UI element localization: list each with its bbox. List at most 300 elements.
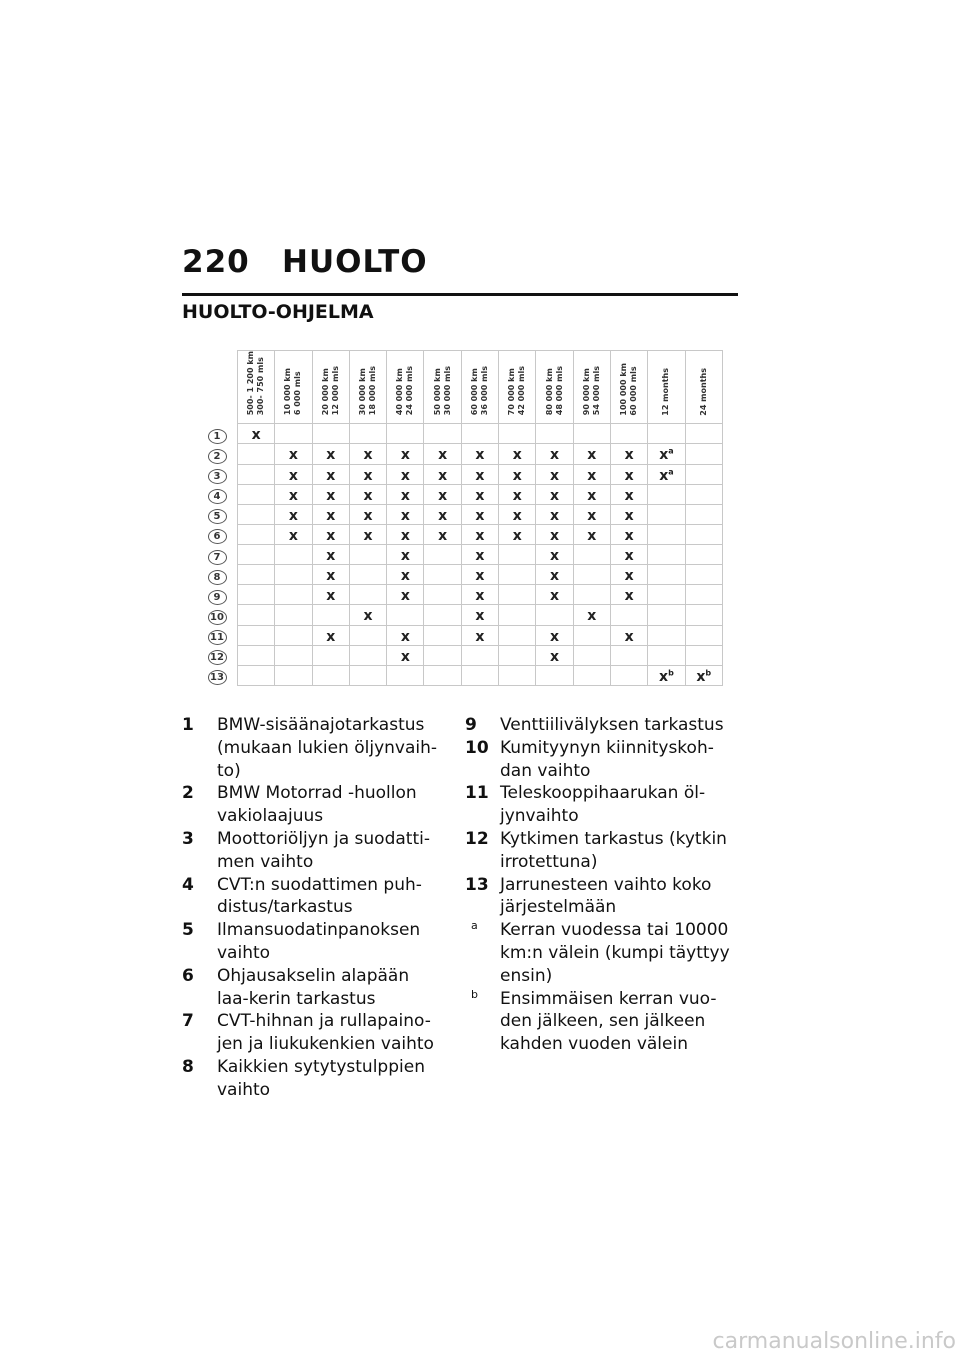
table-row bbox=[197, 645, 723, 665]
table-cell bbox=[349, 464, 386, 484]
table-cell bbox=[275, 665, 312, 685]
table-cell bbox=[387, 605, 424, 625]
check-mark: x bbox=[624, 548, 634, 565]
column-header-label: 60 000 km 36 000 mls bbox=[469, 366, 489, 416]
check-mark: x bbox=[624, 628, 634, 645]
check-mark: x bbox=[438, 447, 448, 464]
table-cell bbox=[648, 484, 685, 504]
table-cell bbox=[461, 585, 498, 605]
column-header bbox=[238, 351, 275, 424]
table-cell bbox=[312, 444, 349, 464]
table-cell bbox=[685, 545, 722, 565]
table-cell bbox=[461, 444, 498, 464]
table-cell bbox=[610, 645, 647, 665]
legend-item bbox=[465, 874, 735, 920]
table-cell bbox=[424, 565, 461, 585]
row-label bbox=[197, 565, 238, 585]
legend-text: Kerran vuodessa tai 10000 km:n välein (kumpi täyttyy ensin) bbox=[500, 920, 730, 986]
check-mark: x bbox=[587, 507, 597, 524]
check-mark: x bbox=[512, 487, 522, 504]
footer-watermark: carmanualsonline.info bbox=[712, 1329, 956, 1354]
row-label bbox=[197, 665, 238, 685]
legend-number: 4 bbox=[182, 874, 194, 895]
legend-text: CVT:n suodattimen puh-distus/tarkastus bbox=[217, 874, 422, 918]
check-mark: x bbox=[400, 447, 410, 464]
legend-number: 13 bbox=[465, 874, 489, 895]
check-mark: x bbox=[624, 487, 634, 504]
table-cell bbox=[349, 504, 386, 524]
table-cell bbox=[536, 444, 573, 464]
legend-number: 2 bbox=[182, 783, 194, 804]
table-cell bbox=[387, 545, 424, 565]
check-mark: x bbox=[624, 447, 634, 464]
table-cell bbox=[312, 585, 349, 605]
check-mark: x bbox=[587, 447, 597, 464]
table-cell bbox=[387, 424, 424, 444]
table-cell bbox=[461, 524, 498, 544]
table-cell bbox=[349, 665, 386, 685]
table-cell bbox=[349, 645, 386, 665]
table-cell bbox=[610, 524, 647, 544]
table-cell bbox=[424, 424, 461, 444]
table-cell bbox=[685, 625, 722, 645]
column-header-label: 24 months bbox=[698, 367, 708, 416]
check-mark: x bbox=[288, 527, 298, 544]
check-mark: x bbox=[363, 447, 373, 464]
row-number-badge: 1 bbox=[208, 429, 227, 444]
check-mark: x bbox=[475, 487, 485, 504]
table-cell bbox=[312, 625, 349, 645]
row-number-badge: 7 bbox=[208, 550, 227, 565]
check-mark: $x^b$ bbox=[696, 668, 712, 685]
check-mark: x bbox=[624, 568, 634, 585]
legend-number: 1 bbox=[182, 715, 194, 735]
table-cell bbox=[573, 605, 610, 625]
table-cell bbox=[610, 484, 647, 504]
legend-text: Kumityynyn kiinnityskoh-dan vaihto bbox=[500, 737, 714, 781]
table-cell bbox=[685, 605, 722, 625]
column-header-label: 90 000 km 54 000 mls bbox=[581, 366, 601, 416]
check-mark: x bbox=[624, 507, 634, 524]
check-mark: x bbox=[624, 467, 634, 484]
legend-item bbox=[182, 1056, 440, 1102]
section-title: HUOLTO-OHJELMA bbox=[182, 301, 374, 323]
column-header-label: 30 000 km 18 000 mls bbox=[358, 366, 378, 416]
table-cell bbox=[573, 565, 610, 585]
legend-left-column bbox=[182, 714, 440, 1102]
table-cell bbox=[424, 645, 461, 665]
legend-item bbox=[465, 828, 735, 874]
check-mark: x bbox=[326, 527, 336, 544]
table-cell bbox=[275, 424, 312, 444]
column-header bbox=[648, 351, 685, 424]
row-number-badge: 12 bbox=[208, 650, 227, 665]
check-mark: x bbox=[550, 507, 560, 524]
table-cell bbox=[312, 605, 349, 625]
check-mark: x bbox=[363, 608, 373, 625]
table-cell bbox=[499, 545, 536, 565]
check-mark: x bbox=[251, 427, 261, 444]
check-mark: x bbox=[288, 447, 298, 464]
row-label bbox=[197, 585, 238, 605]
table-cell bbox=[275, 464, 312, 484]
table-cell bbox=[238, 645, 275, 665]
table-cell bbox=[499, 565, 536, 585]
table-cell bbox=[238, 484, 275, 504]
table-cell bbox=[238, 625, 275, 645]
table-cell bbox=[461, 625, 498, 645]
table-cell bbox=[349, 625, 386, 645]
table-row bbox=[197, 444, 723, 464]
column-header-label: 40 000 km 24 000 mls bbox=[395, 366, 415, 416]
table-cell bbox=[648, 605, 685, 625]
legend-number: 12 bbox=[465, 828, 489, 849]
header-rule bbox=[182, 293, 738, 296]
table-cell bbox=[387, 524, 424, 544]
table-cell bbox=[312, 484, 349, 504]
table-cell bbox=[312, 424, 349, 444]
column-header-label: 50 000 km 30 000 mls bbox=[432, 366, 452, 416]
legend-item bbox=[465, 782, 735, 828]
column-header bbox=[387, 351, 424, 424]
legend-item bbox=[182, 782, 440, 828]
table-cell bbox=[238, 665, 275, 685]
column-header-label: 12 months bbox=[661, 367, 671, 416]
table-cell bbox=[573, 424, 610, 444]
table-cell bbox=[387, 504, 424, 524]
table-cell bbox=[238, 585, 275, 605]
table-cell bbox=[499, 665, 536, 685]
check-mark: x bbox=[587, 487, 597, 504]
table-cell bbox=[275, 585, 312, 605]
table-cell bbox=[610, 605, 647, 625]
check-mark: x bbox=[438, 507, 448, 524]
legend-item bbox=[465, 988, 735, 1056]
table-cell bbox=[499, 625, 536, 645]
check-mark: x bbox=[363, 527, 373, 544]
table-cell bbox=[648, 585, 685, 605]
row-label bbox=[197, 645, 238, 665]
legend-text: Kaikkien sytytystulppien vaihto bbox=[217, 1056, 425, 1100]
row-label bbox=[197, 545, 238, 565]
table-cell bbox=[573, 444, 610, 464]
table-cell bbox=[424, 524, 461, 544]
check-mark: x bbox=[288, 467, 298, 484]
column-header bbox=[610, 351, 647, 424]
table-cell bbox=[461, 545, 498, 565]
legend-number: 3 bbox=[182, 828, 194, 849]
table-cell bbox=[275, 444, 312, 464]
table-cell bbox=[573, 585, 610, 605]
table-cell bbox=[573, 545, 610, 565]
column-header bbox=[424, 351, 461, 424]
table-cell bbox=[424, 585, 461, 605]
column-header bbox=[349, 351, 386, 424]
legend-item bbox=[182, 1010, 440, 1056]
table-cell bbox=[349, 585, 386, 605]
table-cell bbox=[536, 484, 573, 504]
check-mark: x bbox=[512, 507, 522, 524]
check-mark: x bbox=[326, 588, 336, 605]
column-header bbox=[685, 351, 722, 424]
legend-item bbox=[465, 919, 735, 987]
legend-text: BMW-sisäänajotarkastus (mukaan lukien öljynvaih-to) bbox=[217, 715, 438, 781]
table-row bbox=[197, 545, 723, 565]
table-cell bbox=[499, 484, 536, 504]
maintenance-schedule-table bbox=[197, 350, 723, 686]
check-mark: x bbox=[550, 447, 560, 464]
table-cell bbox=[349, 484, 386, 504]
check-mark: x bbox=[550, 487, 560, 504]
table-cell bbox=[536, 464, 573, 484]
table-cell bbox=[387, 444, 424, 464]
legend-item bbox=[182, 874, 440, 920]
table-cell bbox=[424, 605, 461, 625]
legend-number: 8 bbox=[182, 1056, 194, 1077]
table-cell bbox=[387, 645, 424, 665]
row-number-badge: 13 bbox=[208, 670, 227, 685]
page-number: 220 bbox=[182, 244, 250, 280]
check-mark: x bbox=[363, 507, 373, 524]
check-mark: $x^b$ bbox=[659, 668, 674, 685]
table-cell bbox=[610, 545, 647, 565]
legend-text: Ohjausakselin alapään laa-kerin tarkastus bbox=[217, 965, 410, 1009]
check-mark: x bbox=[550, 628, 560, 645]
column-header bbox=[573, 351, 610, 424]
row-label bbox=[197, 444, 238, 464]
table-cell bbox=[685, 524, 722, 544]
table-cell bbox=[536, 665, 573, 685]
legend-item bbox=[182, 828, 440, 874]
table-cell bbox=[685, 565, 722, 585]
table-cell bbox=[648, 444, 685, 464]
legend-text: Teleskooppihaarukan öl-jynvaihto bbox=[500, 783, 706, 827]
check-mark: x bbox=[326, 548, 336, 565]
table-cell bbox=[424, 484, 461, 504]
row-label bbox=[197, 484, 238, 504]
table-cell bbox=[648, 464, 685, 484]
table-cell bbox=[238, 464, 275, 484]
check-mark: x bbox=[363, 487, 373, 504]
table-cell bbox=[648, 645, 685, 665]
table-cell bbox=[685, 645, 722, 665]
row-number-badge: 3 bbox=[208, 469, 227, 484]
table-cell bbox=[610, 665, 647, 685]
footnote-ref: a bbox=[668, 466, 674, 476]
check-mark: x bbox=[512, 527, 522, 544]
table-cell bbox=[275, 484, 312, 504]
table-cell bbox=[536, 605, 573, 625]
table-row bbox=[197, 424, 723, 444]
check-mark: x bbox=[400, 527, 410, 544]
column-header-label: 500- 1 200 km 300- 750 mls bbox=[246, 351, 266, 416]
table-row bbox=[197, 625, 723, 645]
table-cell bbox=[573, 625, 610, 645]
table-cell bbox=[536, 625, 573, 645]
table-cell bbox=[685, 585, 722, 605]
legend-text: BMW Motorrad -huollon vakiolaajuus bbox=[217, 783, 417, 827]
table-cell bbox=[573, 504, 610, 524]
check-mark: x bbox=[550, 467, 560, 484]
column-header-label: 80 000 km 48 000 mls bbox=[544, 366, 564, 416]
table-cell bbox=[685, 504, 722, 524]
table-cell bbox=[424, 665, 461, 685]
row-number-badge: 9 bbox=[208, 590, 227, 605]
row-number-badge: 11 bbox=[208, 630, 227, 645]
check-mark: x bbox=[400, 588, 410, 605]
table-cell bbox=[648, 424, 685, 444]
legend-number: b bbox=[471, 987, 478, 1001]
legend-text: Ilmansuodatinpanoksen vaihto bbox=[217, 920, 421, 963]
table-cell bbox=[387, 665, 424, 685]
column-header bbox=[461, 351, 498, 424]
legend-number: 6 bbox=[182, 965, 194, 986]
table-cell bbox=[610, 424, 647, 444]
table-cell bbox=[238, 444, 275, 464]
table-cell bbox=[238, 545, 275, 565]
check-mark: x bbox=[438, 487, 448, 504]
table-cell bbox=[387, 565, 424, 585]
legend-number: 7 bbox=[182, 1011, 194, 1032]
table-cell bbox=[461, 645, 498, 665]
table-row bbox=[197, 484, 723, 504]
check-mark: x bbox=[475, 608, 485, 625]
row-label bbox=[197, 424, 238, 444]
row-number-badge: 4 bbox=[208, 489, 227, 504]
table-cell bbox=[536, 565, 573, 585]
table-cell bbox=[499, 605, 536, 625]
table-cell bbox=[648, 665, 685, 685]
table-cell bbox=[275, 545, 312, 565]
table-cell bbox=[424, 625, 461, 645]
table-cell bbox=[275, 565, 312, 585]
legend-text: Ensimmäisen kerran vuo-den jälkeen, sen jälkeen kahden vuoden välein bbox=[500, 988, 717, 1055]
check-mark: x bbox=[475, 507, 485, 524]
table-cell bbox=[424, 464, 461, 484]
legend-item bbox=[182, 919, 440, 965]
check-mark: x bbox=[475, 588, 485, 605]
check-mark: x bbox=[550, 548, 560, 565]
check-mark: x bbox=[400, 568, 410, 585]
footnote-ref: b bbox=[668, 668, 674, 678]
table-cell bbox=[536, 524, 573, 544]
check-mark: $x^a$ bbox=[659, 446, 674, 464]
table-cell bbox=[610, 565, 647, 585]
row-label bbox=[197, 464, 238, 484]
table-cell bbox=[610, 464, 647, 484]
table-corner bbox=[197, 351, 238, 424]
table-cell bbox=[610, 625, 647, 645]
legend-number: 11 bbox=[465, 783, 489, 804]
table-cell bbox=[387, 464, 424, 484]
table-cell bbox=[275, 524, 312, 544]
row-label bbox=[197, 605, 238, 625]
row-number-badge: 5 bbox=[208, 509, 227, 524]
row-label bbox=[197, 504, 238, 524]
check-mark: x bbox=[438, 527, 448, 544]
legend-number: 5 bbox=[182, 920, 194, 941]
table-cell bbox=[275, 625, 312, 645]
table-cell bbox=[349, 424, 386, 444]
check-mark: x bbox=[512, 447, 522, 464]
check-mark: x bbox=[624, 527, 634, 544]
table-cell bbox=[461, 565, 498, 585]
table-cell bbox=[499, 504, 536, 524]
legend-number: 10 bbox=[465, 737, 489, 758]
footnote-ref: a bbox=[668, 446, 674, 456]
check-mark: x bbox=[512, 467, 522, 484]
table-row bbox=[197, 524, 723, 544]
table-row bbox=[197, 585, 723, 605]
check-mark: x bbox=[400, 487, 410, 504]
check-mark: x bbox=[587, 467, 597, 484]
table-cell bbox=[238, 424, 275, 444]
table-cell bbox=[238, 605, 275, 625]
row-number-badge: 8 bbox=[208, 570, 227, 585]
check-mark: x bbox=[587, 608, 597, 625]
table-cell bbox=[685, 484, 722, 504]
table-cell bbox=[685, 444, 722, 464]
table-cell bbox=[349, 524, 386, 544]
column-header bbox=[499, 351, 536, 424]
check-mark: x bbox=[326, 507, 336, 524]
legend-number: a bbox=[471, 919, 478, 933]
table-cell bbox=[648, 565, 685, 585]
table-cell bbox=[499, 464, 536, 484]
table-cell bbox=[424, 504, 461, 524]
table-cell bbox=[349, 545, 386, 565]
table-cell bbox=[536, 545, 573, 565]
table-row bbox=[197, 665, 723, 685]
table-cell bbox=[536, 504, 573, 524]
check-mark: x bbox=[400, 467, 410, 484]
table-cell bbox=[387, 585, 424, 605]
table-row bbox=[197, 605, 723, 625]
table-cell bbox=[573, 484, 610, 504]
check-mark: x bbox=[400, 548, 410, 565]
check-mark: x bbox=[475, 467, 485, 484]
legend-item bbox=[182, 965, 440, 1011]
row-label bbox=[197, 625, 238, 645]
table-cell bbox=[685, 665, 722, 685]
table-cell bbox=[275, 504, 312, 524]
legend-item bbox=[182, 714, 440, 782]
table-cell bbox=[349, 565, 386, 585]
table-cell bbox=[610, 585, 647, 605]
table-cell bbox=[499, 585, 536, 605]
table-cell bbox=[573, 524, 610, 544]
legend-text: CVT-hihnan ja rullapaino-jen ja liukukenkien vaihto bbox=[217, 1011, 434, 1055]
table-cell bbox=[648, 524, 685, 544]
check-mark: x bbox=[326, 487, 336, 504]
legend-text: Kytkimen tarkastus (kytkin irrotettuna) bbox=[500, 828, 727, 872]
check-mark: x bbox=[550, 527, 560, 544]
check-mark: x bbox=[438, 467, 448, 484]
check-mark: x bbox=[288, 507, 298, 524]
table-cell bbox=[499, 645, 536, 665]
table-cell bbox=[424, 545, 461, 565]
footnote-ref: b bbox=[705, 668, 712, 678]
row-number-badge: 2 bbox=[208, 449, 227, 464]
check-mark: x bbox=[400, 507, 410, 524]
table-header-row bbox=[197, 351, 723, 424]
table-cell bbox=[312, 545, 349, 565]
check-mark: x bbox=[475, 568, 485, 585]
check-mark: x bbox=[326, 568, 336, 585]
table-cell bbox=[424, 444, 461, 464]
table-cell bbox=[461, 464, 498, 484]
table-cell bbox=[536, 424, 573, 444]
